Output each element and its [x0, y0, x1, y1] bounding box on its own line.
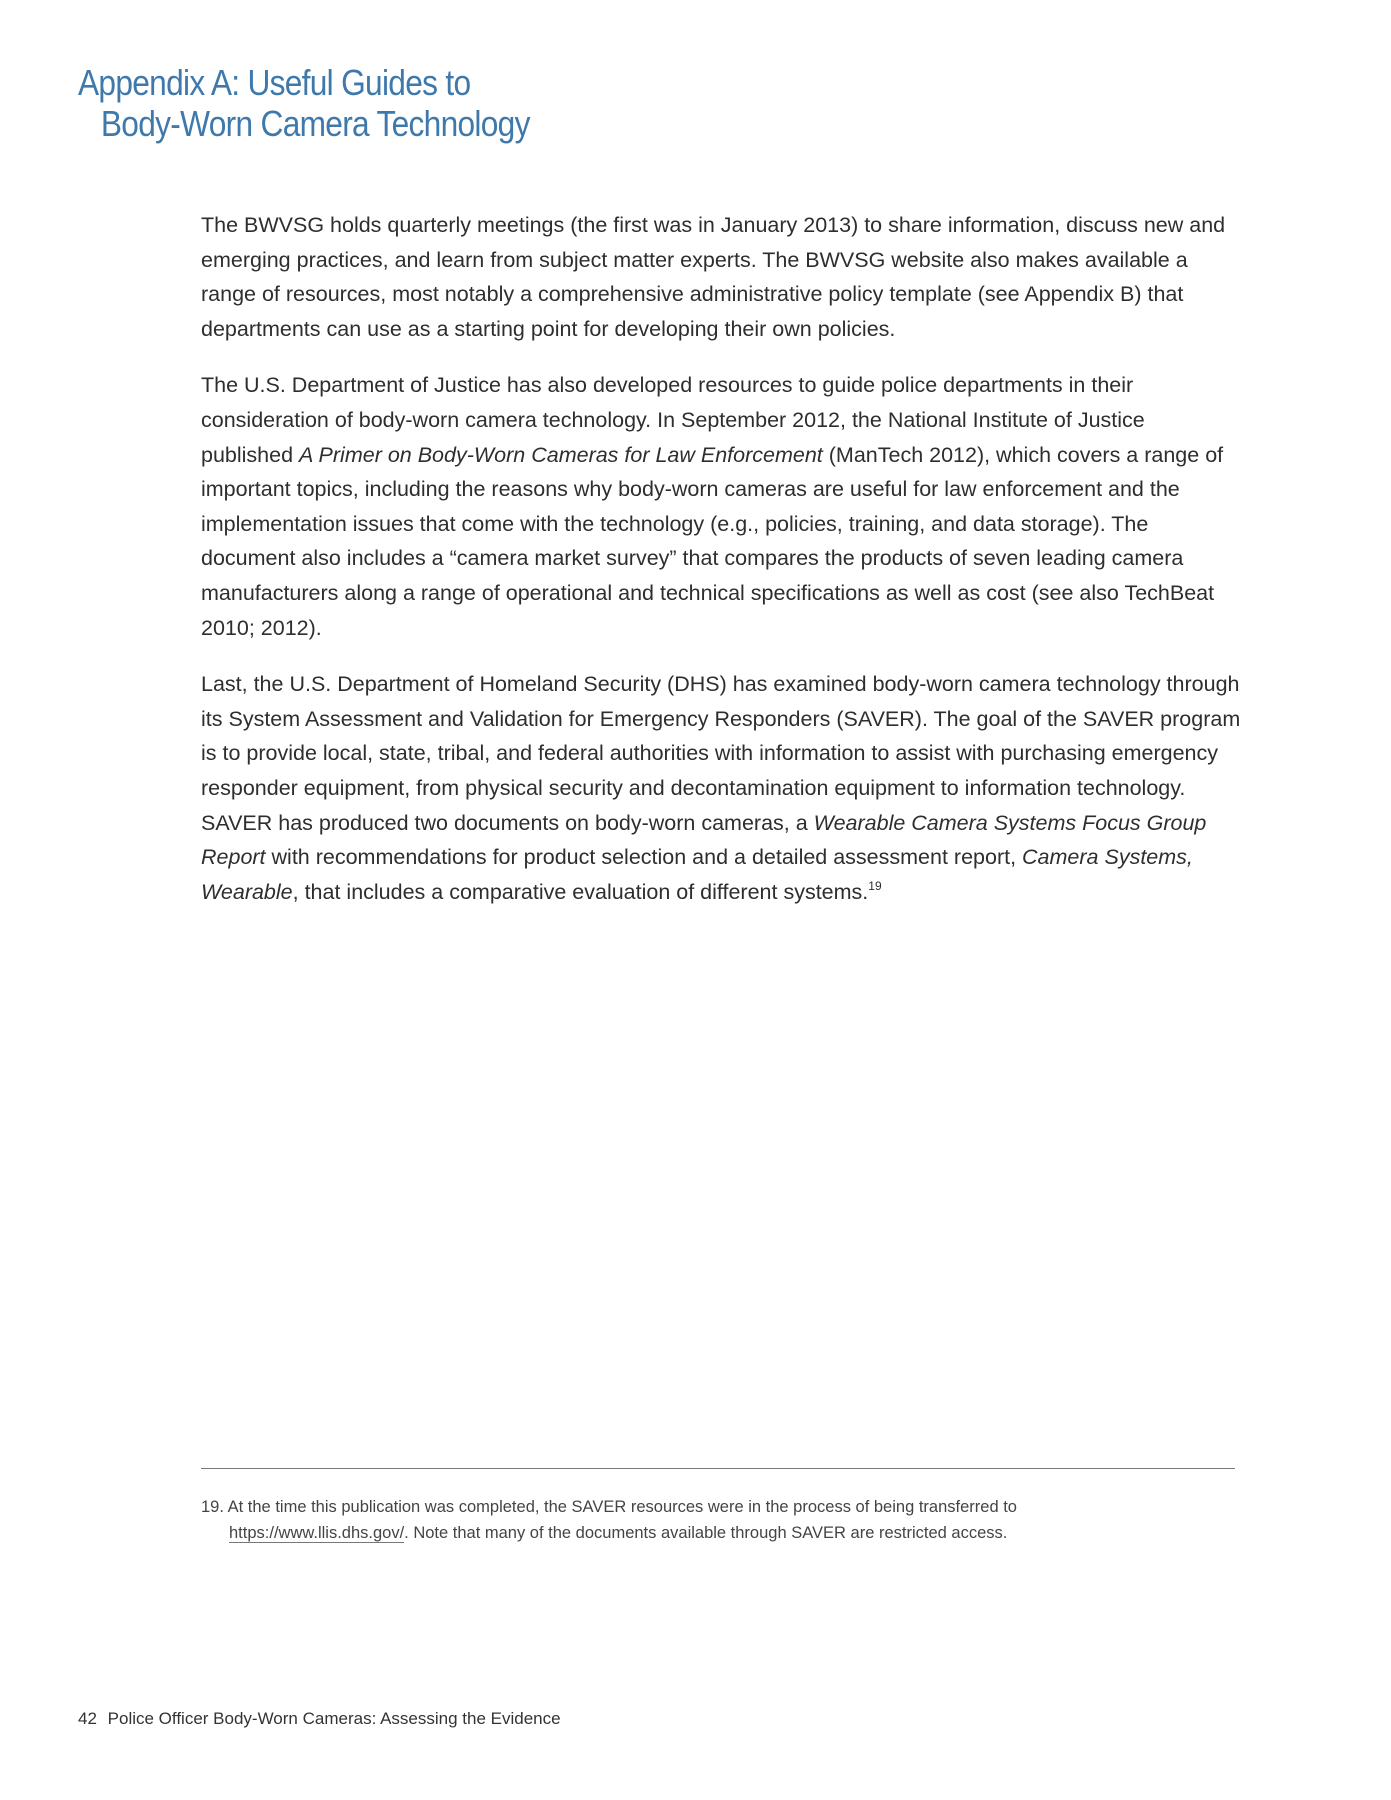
- page-heading: [78, 62, 530, 144]
- heading-line-2: Body-Worn Camera Technology: [100, 103, 530, 144]
- footnote-divider: [201, 1468, 1235, 1469]
- page-footer: [78, 1708, 561, 1730]
- paragraph-3-text-b: with recommendations for product selection and a detailed assessment report,: [265, 845, 1023, 870]
- paragraph-2-text-a: The U.S. Department of Justice has also developed resources to guide police departments in their consideration of body-worn camera technology. In September 2012, the National Institute of Justice published: [201, 373, 1145, 467]
- paragraph-3: [201, 667, 1241, 909]
- footnote-reference[interactable]: 19: [868, 878, 882, 893]
- footnote-19: [201, 1494, 1241, 1546]
- paragraph-1-text: The BWVSG holds quarterly meetings (the first was in January 2013) to share information, discuss new and emerging practices, and learn from subject matter experts. The BWVSG website also makes available a range of resources, most notably a comprehensive administrative policy template (see Appendix B) that departments can use as a starting point for developing their own policies.: [201, 213, 1226, 341]
- footnote-number: 19.: [201, 1498, 224, 1516]
- body-text: [201, 208, 1241, 931]
- footnote-text-a: At the time this publication was completed, the SAVER resources were in the process of being transferred to: [227, 1498, 1017, 1516]
- paragraph-3-text-c: , that includes a comparative evaluation of different systems.: [292, 879, 869, 904]
- paragraph-2: [201, 368, 1241, 645]
- paragraph-3-text-a: Last, the U.S. Department of Homeland Security (DHS) has examined body-worn camera technology through its System Assessment and Validation for Emergency Responders (SAVER). The goal of the SAVER program is to provide local, state, tribal, and federal authorities with information to assist with purchasing emergency responder equipment, from physical security and decontamination equipment to information technology. SAVER has produced two documents on body-worn cameras, a: [201, 672, 1241, 835]
- camera-systems-title: Camera Systems, Wearable: [201, 845, 1193, 904]
- heading-line-1: Appendix A: Useful Guides to: [78, 62, 471, 103]
- footnote-line-2: [201, 1520, 1241, 1546]
- primer-title: A Primer on Body-Worn Cameras for Law Enforcement: [299, 442, 823, 467]
- publication-title: Police Officer Body-Worn Cameras: Assessing the Evidence: [107, 1709, 561, 1728]
- paragraph-1: [201, 208, 1241, 346]
- footnote-text-b: . Note that many of the documents available through SAVER are restricted access.: [404, 1524, 1008, 1542]
- page-number: 42: [78, 1709, 97, 1728]
- focus-group-report-title: Wearable Camera Systems Focus Group Report: [201, 810, 1207, 870]
- llis-link[interactable]: https://www.llis.dhs.gov/: [229, 1524, 405, 1542]
- paragraph-2-text-b: (ManTech 2012), which covers a range of important topics, including the reasons why body-worn cameras are useful for law enforcement and the implementation issues that come with the technology (e.g., policies, training, and data storage). The document also includes a “camera market survey” that compares the products of seven leading camera manufacturers along a range of operational and technical specifications as well as cost (see also TechBeat 2010; 2012).: [201, 442, 1224, 640]
